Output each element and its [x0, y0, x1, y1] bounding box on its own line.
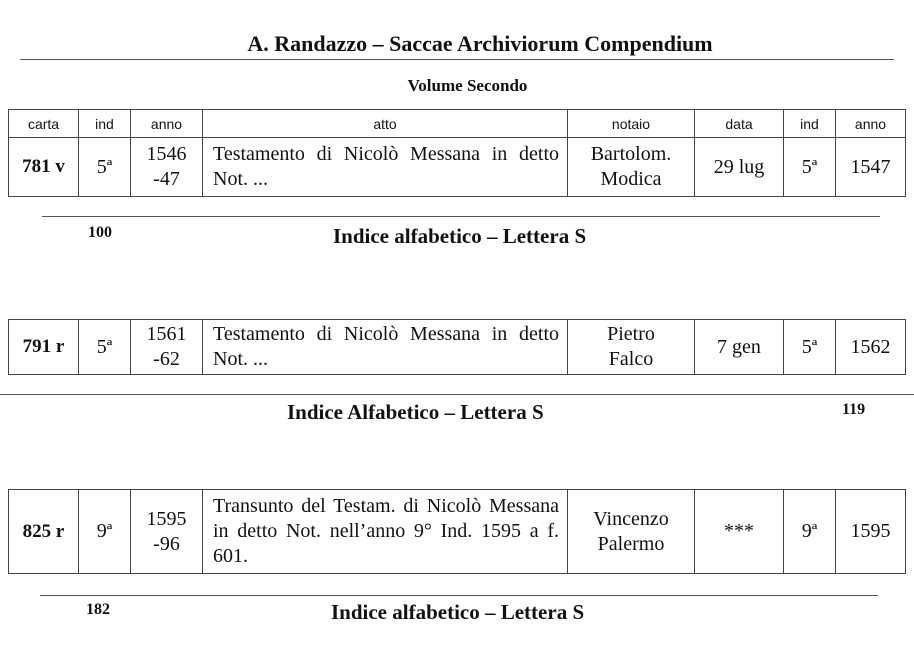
anno-line: 1546	[146, 143, 187, 165]
record-table-3	[8, 489, 906, 574]
anno-cell: 1562	[836, 320, 906, 375]
title-rule	[20, 59, 894, 60]
ind-cell: 9ª	[79, 490, 131, 574]
page-number: 182	[86, 601, 110, 618]
column-header: notaio	[568, 110, 695, 138]
table-row	[9, 320, 906, 375]
carta-cell: 825 r	[9, 490, 79, 574]
page-number: 119	[842, 401, 866, 418]
document-title: A. Randazzo – Saccae Archiviorum Compendium	[247, 31, 713, 56]
notaio-line: Modica	[600, 168, 662, 190]
data-cell: 7 gen	[695, 320, 784, 375]
ind-cell: 5ª	[784, 138, 836, 197]
notaio-line: Palermo	[597, 532, 665, 555]
index-heading: Indice Alfabetico – Lettera S	[287, 400, 544, 424]
data-cell: 29 lug	[695, 138, 784, 197]
column-header: ind	[784, 110, 836, 138]
ind-cell: 5ª	[79, 320, 131, 375]
atto-cell: Testamento di Nicolò Messana in detto Not. ...	[203, 138, 568, 197]
notaio-line: Bartolom.	[590, 143, 672, 165]
index-heading: Indice alfabetico – Lettera S	[333, 224, 587, 248]
notaio-cell	[568, 490, 695, 574]
atto-cell: Transunto del Testam. di Nicolò Messana in detto Not. nell’anno 9° Ind. 1595 a f. 601.	[203, 490, 568, 574]
anno-line: 1561	[146, 323, 187, 345]
data-cell: ***	[695, 490, 784, 574]
volume-subtitle: Volume Secondo	[407, 76, 528, 95]
anno-line: -96	[153, 532, 180, 555]
ind-cell: 9ª	[784, 490, 836, 574]
column-header: anno	[836, 110, 906, 138]
carta-cell: 781 v	[9, 138, 79, 197]
column-header: ind	[79, 110, 131, 138]
column-header: carta	[9, 110, 79, 138]
ind-cell: 5ª	[784, 320, 836, 375]
anno-line: -47	[153, 168, 180, 190]
atto-cell: Testamento di Nicolò Messana in detto Not. ...	[203, 320, 568, 375]
index-heading: Indice alfabetico – Lettera S	[331, 600, 585, 624]
anno-line: 1595	[146, 507, 187, 530]
page-footer-rule	[0, 394, 914, 395]
column-header-row	[9, 110, 906, 138]
notaio-cell	[568, 138, 695, 197]
anno-cell: 1595	[836, 490, 906, 574]
record-table-1	[8, 109, 906, 197]
ind-cell: 5ª	[79, 138, 131, 197]
page-number: 100	[88, 224, 112, 241]
table-row	[9, 490, 906, 574]
column-header: data	[695, 110, 784, 138]
column-header: atto	[203, 110, 568, 138]
notaio-cell	[568, 320, 695, 375]
anno-cell	[131, 490, 203, 574]
anno-cell	[131, 138, 203, 197]
anno-cell	[131, 320, 203, 375]
anno-cell: 1547	[836, 138, 906, 197]
carta-cell: 791 r	[9, 320, 79, 375]
notaio-line: Falco	[608, 348, 654, 370]
record-table-2	[8, 319, 906, 375]
page-footer-rule	[40, 595, 878, 596]
column-header: anno	[131, 110, 203, 138]
table-row	[9, 138, 906, 197]
page-footer-rule	[42, 216, 880, 217]
anno-line: -62	[153, 348, 180, 370]
notaio-line: Vincenzo	[593, 507, 669, 530]
notaio-line: Pietro	[607, 323, 655, 345]
